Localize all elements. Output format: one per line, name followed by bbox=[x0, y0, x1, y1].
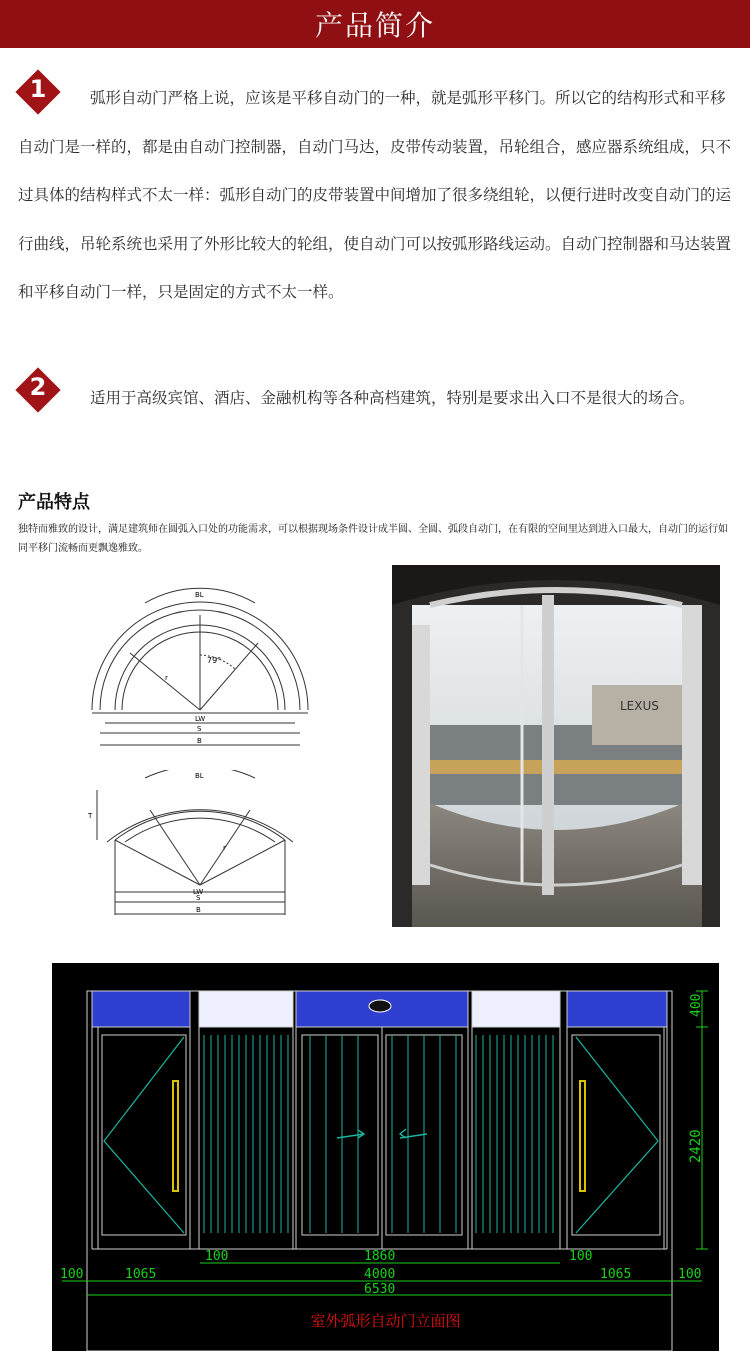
cad-svg bbox=[52, 963, 719, 1351]
dim-100-right: 100 bbox=[569, 1249, 593, 1264]
badge-number: 2 bbox=[29, 373, 47, 401]
diagram-label-s: S bbox=[197, 725, 202, 733]
dim-1860: 1860 bbox=[364, 1249, 396, 1264]
dim-100-outer-left: 100 bbox=[60, 1267, 84, 1282]
intro-section-1 bbox=[18, 72, 738, 317]
photo-sign-text: LEXUS bbox=[620, 699, 659, 713]
diagram-label-lw: LW bbox=[195, 715, 206, 723]
cad-caption: 室外弧形自动门立面图 bbox=[310, 1312, 461, 1330]
dim-2420: 2420 bbox=[688, 1129, 704, 1163]
intro-section-2 bbox=[18, 370, 738, 423]
diagram-label-bl: BL bbox=[195, 591, 204, 599]
dim-1065-left: 1065 bbox=[125, 1267, 157, 1282]
badge-number: 1 bbox=[29, 75, 47, 103]
diagram-label-r: r bbox=[223, 844, 226, 852]
header-banner bbox=[0, 0, 750, 48]
number-badge-2 bbox=[18, 370, 58, 410]
diagram-label-lw: LW bbox=[193, 888, 204, 896]
section-1-text-wrap bbox=[18, 74, 738, 317]
features-description: 独特而雅致的设计，满足建筑师在圆弧入口处的功能需求，可以根据现场条件设计成半圆、全圆、弧段自动门，在有限的空间里达到进入口最大，自动门的运行如同平移门流畅而更飘逸雅致。 bbox=[18, 524, 728, 554]
dim-1065-right: 1065 bbox=[600, 1267, 632, 1282]
dim-400: 400 bbox=[689, 993, 704, 1017]
page-title: 产品简介 bbox=[314, 9, 435, 42]
features-title: 产品特点 bbox=[18, 492, 90, 513]
diagram-label-bl: BL bbox=[195, 772, 204, 780]
arc-segment-door-diagram bbox=[85, 770, 315, 920]
dim-100-outer-right: 100 bbox=[678, 1267, 702, 1282]
section-2-text-wrap bbox=[18, 374, 738, 423]
diagram-label-s: S bbox=[196, 894, 201, 902]
diagram-label-angle: 79° bbox=[207, 656, 222, 665]
diagram-label-t: T bbox=[88, 812, 93, 820]
diagram-label-b: B bbox=[196, 906, 201, 914]
dim-100-left: 100 bbox=[205, 1249, 229, 1264]
dim-4000: 4000 bbox=[364, 1267, 396, 1282]
number-badge-1 bbox=[18, 72, 58, 112]
diagram-label-b: B bbox=[197, 737, 202, 745]
curved-door-photo bbox=[392, 565, 720, 927]
cad-elevation-drawing bbox=[52, 963, 719, 1351]
dim-6530: 6530 bbox=[364, 1282, 396, 1297]
section-1-text: 弧形自动门严格上说，应该是平移自动门的一种，就是弧形平移门。所以它的结构形式和平移自动门是一样的，都是由自动门控制器，自动门马达，皮带传动装置，吊轮组合，感应器系统组成，只不过具体的结构样式不太一样：弧形自动门的皮带装置中间增加了很多绕组轮，以便行进时改变自动门的运行曲线，吊轮系统也采用了外形比较大的轮组，使自动门可以按弧形路线运动。自动门控制器和马达装置和平移自动门一样，只是固定的方式不太一样。 bbox=[18, 89, 732, 301]
diagram-label-r: r bbox=[165, 674, 168, 682]
section-2-text: 适用于高级宾馆、酒店、金融机构等各种高档建筑，特别是要求出入口不是很大的场合。 bbox=[90, 389, 695, 407]
semicircle-door-diagram bbox=[70, 585, 330, 755]
